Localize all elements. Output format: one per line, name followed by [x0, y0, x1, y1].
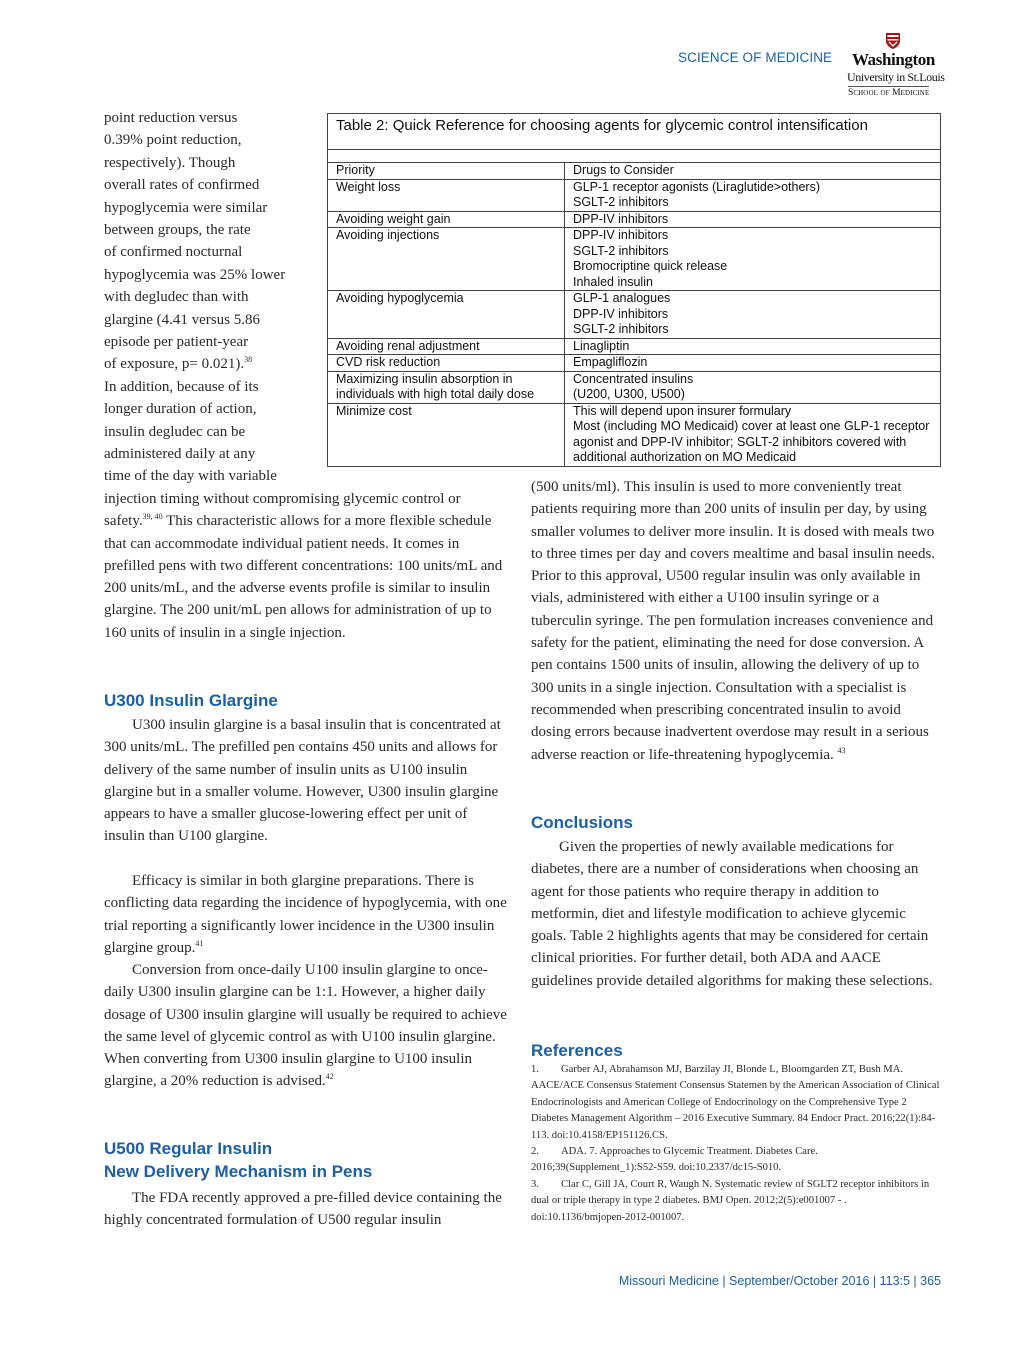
u500-heading: U500 Regular Insulin [104, 1139, 273, 1158]
reference-item [531, 1062, 941, 1144]
u300-paragraph-3: Conversion from once-daily U100 insulin glargine to once-daily U300 insulin glargine can be 1:1. However, a higher daily dosage of U300 insulin glargine will usually be required to achieve the same level of glycemic control as with U100 insulin glargine. When converting from U300 insulin glargine to U100 insulin glargine, a 20% reduction is advised.$^{42}$ [104, 962, 507, 1090]
drugs-cell [565, 372, 940, 403]
quick-reference-table [327, 113, 941, 467]
wrap-line: point reduction versus [104, 110, 238, 126]
drug-line: Most (including MO Medicaid) cover at least one GLP-1 receptor agonist and DPP-IV inhibitor; SGLT-2 inhibitors covered with additional authorization on MO Medicaid [573, 419, 930, 464]
reference-number: 2. [531, 1146, 539, 1158]
reference-item [531, 1177, 941, 1226]
table-header-row [328, 163, 940, 180]
priority-cell: Avoiding renal adjustment [328, 339, 565, 355]
conclusions-heading: Conclusions [531, 813, 634, 832]
reference-number: 3. [531, 1178, 539, 1190]
drug-line: SGLT-2 inhibitors [573, 195, 669, 209]
citation: 38 [244, 355, 253, 364]
wrap-line: of exposure, p= 0.021).$^{38}$ [104, 355, 253, 372]
drug-line: GLP-1 analogues [573, 291, 671, 305]
table-row [328, 339, 940, 356]
priority-cell: Avoiding hypoglycemia [328, 291, 565, 338]
priority-cell: Weight loss [328, 180, 565, 211]
reference-number: 1. [531, 1064, 539, 1075]
drug-line: Inhaled insulin [573, 274, 653, 289]
degludec-paragraph: injection timing without compromising glycemic control or safety.$^{39, 40}$ This characteristic allows for a more flexible schedule that can accommodate individual patient needs. It comes in prefilled pens with two different concentrations: 100 units/mL and 200 units/mL, and the adverse events profile is similar to insulin glargine. The 200 unit/mL pen allows for administration of up to 160 units of insulin in a single injection. [104, 491, 503, 641]
wrap-line: episode per patient-year [104, 334, 249, 350]
wrap-line: overall rates of confirmed [104, 177, 260, 193]
reference-text: Clar C, Gill JA, Court R, Waugh N. Systematic review of SGLT2 receptor inhibitors in dual or triple therapy in type 2 diabetes. BMJ Open. 2012;2(5):e001007 - . doi:10.1136/bmjopen-2012-001007. [531, 1178, 930, 1223]
drug-line: Linagliptin [573, 338, 630, 353]
u300-paragraph-1: U300 insulin glargine is a basal insulin that is concentrated at 300 units/mL. The prefilled pen contains 450 units and allows for delivery of the same number of insulin units as U100 insulin glargine but in a smaller volume. However, U300 insulin glargine appears to have a smaller glucose-lowering effect per unit of insulin than U100 glargine. [104, 717, 501, 845]
table-spacer [328, 150, 940, 163]
citation: 39, 40 [142, 512, 163, 522]
drugs-cell [565, 228, 940, 290]
wrap-line: respectively). Though [104, 155, 236, 171]
table-row [328, 228, 940, 291]
wrap-line: In addition, because of its [104, 379, 259, 395]
table-caption: Table 2: Quick Reference for choosing agents for glycemic control intensification [328, 114, 940, 150]
drug-line: Empagliflozin [573, 355, 648, 369]
table-row [328, 212, 940, 229]
drugs-cell [565, 339, 940, 355]
references-heading: References [531, 1041, 623, 1060]
references-list [531, 1062, 941, 1226]
reference-item [531, 1144, 941, 1177]
citation: 42 [325, 1072, 334, 1082]
drugs-cell [565, 212, 940, 228]
column-header: Priority [328, 163, 565, 179]
wrap-line: hypoglycemia was 25% lower [104, 267, 286, 283]
table-row [328, 291, 940, 339]
reference-text: Garber AJ, Abrahamson MJ, Barzilay JI, Blonde L, Bloomgarden ZT, Bush MA. AACE/ACE Consensus Statement Consensus Statemen by the American Association of Clinical Endocrinologists and American College of Endocrinology on the Comprehensive Type 2 Diabetes Management Algorithm – 2016 Executive Summary. 84 Endocr Pract. 2016;22(1):84-113. doi:10.4158/EP151126.CS. [531, 1064, 940, 1141]
university-logo [846, 32, 945, 100]
logo-wordmark: Washington [852, 50, 935, 69]
wrap-line: administered daily at any [104, 446, 256, 462]
table-row [328, 355, 940, 372]
citation: 41 [195, 938, 204, 948]
citation: 43 [837, 745, 846, 755]
wrap-line: glargine (4.41 versus 5.86 [104, 312, 260, 328]
u500-subheading: New Delivery Mechanism in Pens [104, 1162, 373, 1181]
drug-line: SGLT-2 inhibitors [573, 322, 669, 336]
reference-text: ADA. 7. Approaches to Glycemic Treatment. Diabetes Care. 2016;39(Supplement_1):S52-S59. doi:10.2337/dc15-S010. [531, 1146, 818, 1174]
drug-line: DPP-IV inhibitors [573, 228, 669, 242]
priority-cell: Minimize cost [328, 404, 565, 466]
logo-subtitle: University in St.Louis [847, 70, 945, 84]
wrap-line: between groups, the rate [104, 222, 251, 238]
wrap-line: insulin degludec can be [104, 424, 246, 440]
u300-heading: U300 Insulin Glargine [104, 691, 278, 710]
drugs-cell [565, 180, 940, 211]
section-label: SCIENCE OF MEDICINE [678, 50, 833, 65]
logo-school: School of Medicine [848, 88, 930, 98]
drugs-cell [565, 355, 940, 371]
drug-line: This will depend upon insurer formulary [573, 403, 792, 418]
priority-cell: Avoiding injections [328, 228, 565, 290]
wrap-line: with degludec than with [104, 289, 249, 305]
u300-paragraph-2: Efficacy is similar in both glargine preparations. There is conflicting data regarding the incidence of hypoglycemia, with one trial reporting a significantly lower incidence in the U300 insulin glargine group.$^{41}$ [104, 873, 507, 956]
column-header: Drugs to Consider [573, 163, 674, 177]
u500-continued-paragraph: (500 units/ml). This insulin is used to more conveniently treat patients requiring more than 200 units of insulin per day, by using smaller volumes to deliver more insulin. It is dosed with meals two to three times per day and covers mealtime and basal insulin needs. Prior to this approval, U500 regular insulin was only available in vials, administered with either a U100 insulin syringe or a tuberculin syringe. The pen formulation increases convenience and safety for the patient, eliminating the need for dose conversion. A pen contains 1500 units of insulin, allowing the delivery of up to 300 units in a single injection. Consultation with a specialist is recommended when prescribing concentrated insulin to avoid dosing errors because inadvertent overdose may result in a serious adverse reaction or life-threatening hypoglycemia. $^{43}$ [531, 479, 936, 763]
table-row [328, 404, 940, 466]
drug-line: DPP-IV inhibitors [573, 211, 669, 226]
drug-line: (U200, U300, U500) [573, 387, 685, 401]
u500-paragraph: The FDA recently approved a pre-filled device containing the highly concentrated formulation of U500 regular insulin [104, 1190, 502, 1229]
drug-line: SGLT-2 inhibitors [573, 243, 669, 258]
wrap-line: longer duration of action, [104, 401, 257, 417]
priority-cell: CVD risk reduction [328, 355, 565, 371]
page-footer: Missouri Medicine | September/October 2016 | 113:5 | 365 [618, 1274, 941, 1288]
conclusions-paragraph: Given the properties of newly available medications for diabetes, there are a number of considerations when choosing an agent for those patients who require therapy in addition to metformin, diet and lifestyle modification to achieve glycemic goals. Table 2 highlights agents that may be considered for certain clinical priorities. For further detail, both ADA and AACE guidelines provide detailed algorithms for making these selections. [531, 839, 933, 989]
wrap-line: hypoglycemia were similar [104, 200, 268, 216]
wrap-line: of confirmed nocturnal [104, 244, 243, 260]
wrap-line: time of the day with variable [104, 468, 277, 484]
crest-icon [884, 32, 902, 50]
priority-cell: Maximizing insulin absorption in individuals with high total daily dose [328, 372, 565, 403]
drugs-cell [565, 291, 940, 338]
priority-cell: Avoiding weight gain [328, 212, 565, 228]
table-row [328, 180, 940, 212]
drug-line: DPP-IV inhibitors [573, 306, 669, 321]
wrap-line: 0.39% point reduction, [104, 132, 242, 148]
table-row [328, 372, 940, 404]
drug-line: Bromocriptine quick release [573, 259, 728, 273]
drug-line: GLP-1 receptor agonists (Liraglutide>others) [573, 179, 821, 194]
drug-line: Concentrated insulins [573, 371, 694, 386]
drugs-cell [565, 404, 940, 466]
